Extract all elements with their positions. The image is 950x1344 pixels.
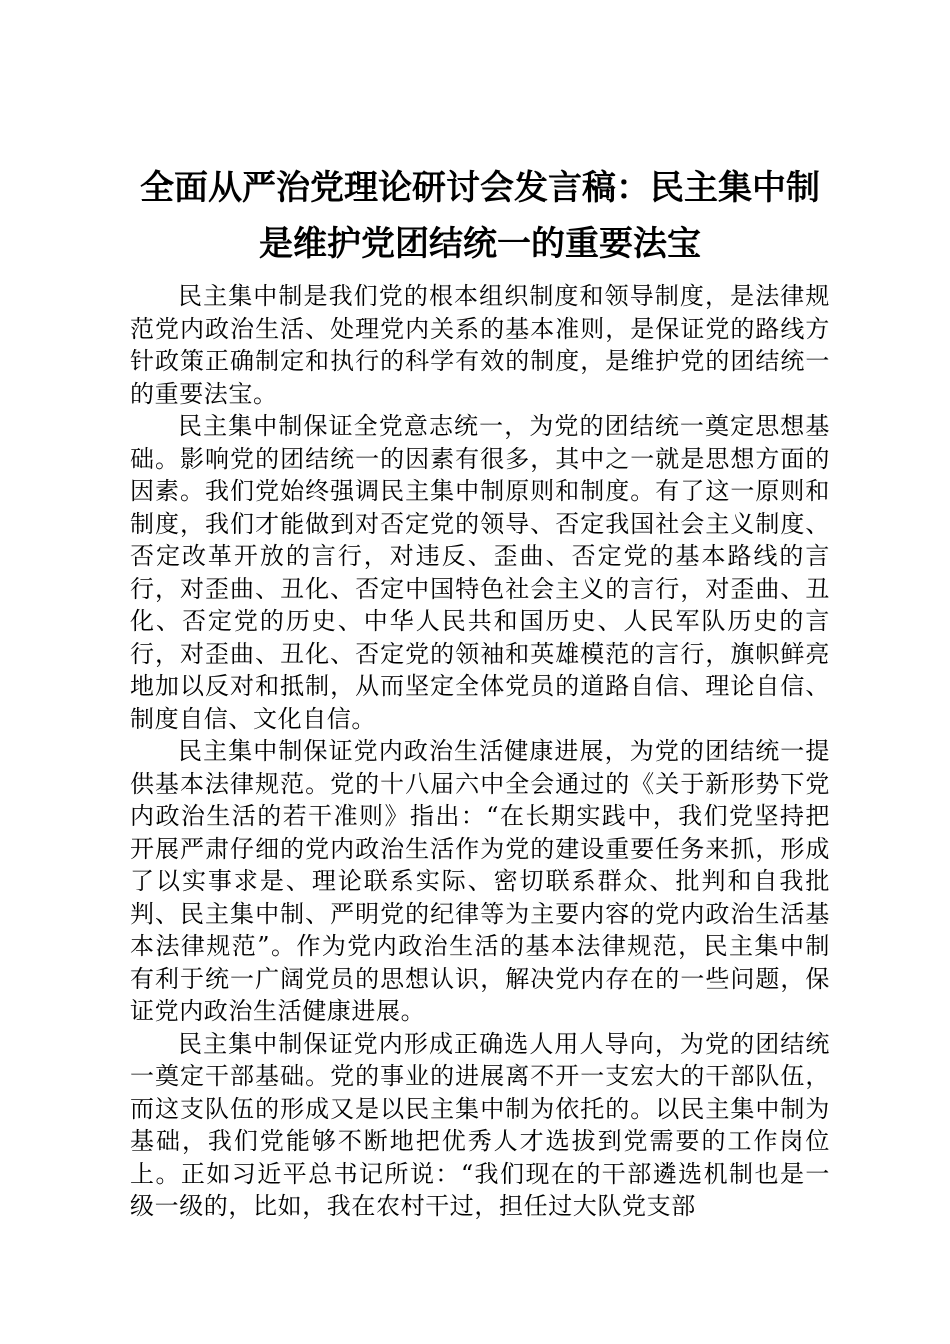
paragraph-3: 民主集中制保证党内政治生活健康进展，为党的团结统一提供基本法律规范。党的十八届六中全会通过的《关于新形势下党内政治生活的若干准则》指出：“在长期实践中，我们党坚持把开展严肃仔细的党内政治生活作为党的建设重要任务来抓，形成了以实事求是、理论联系实际、密切联系群众、批判和自我批判、民主集中制、严明党的纪律等为主要内容的党内政治生活基本法律规范”。作为党内政治生活的基本法律规范，民主集中制有利于统一广阔党员的思想认识，解决党内存在的一些问题，保证党内政治生活健康进展。 — [130, 737, 830, 1025]
title-line-1: 全面从严治党理论研讨会发言稿：民主集中制 — [140, 168, 820, 208]
title-line-2: 是维护党团结统一的重要法宝 — [259, 224, 701, 264]
document-title — [130, 160, 830, 272]
document-page — [130, 160, 830, 1223]
paragraph-4: 民主集中制保证党内形成正确选人用人导向，为党的团结统一奠定干部基础。党的事业的进展离不开一支宏大的干部队伍，而这支队伍的形成又是以民主集中制为依托的。以民主集中制为基础，我们党能够不断地把优秀人才选拔到党需要的工作岗位上。正如习近平总书记所说：“我们现在的干部遴选机制也是一级一级的，比如，我在农村干过，担任过大队党支部 — [130, 1029, 830, 1220]
document-body — [130, 280, 830, 1223]
paragraph-1: 民主集中制是我们党的根本组织制度和领导制度，是法律规范党内政治生活、处理党内关系的基本准则，是保证党的路线方针政策正确制定和执行的科学有效的制度，是维护党的团结统一的重要法宝。 — [130, 282, 830, 408]
paragraph-2: 民主集中制保证全党意志统一，为党的团结统一奠定思想基础。影响党的团结统一的因素有很多，其中之一就是思想方面的因素。我们党始终强调民主集中制原则和制度。有了这一原则和制度，我们才能做到对否定党的领导、否定我国社会主义制度、否定改革开放的言行，对违反、歪曲、否定党的基本路线的言行，对歪曲、丑化、否定中国特色社会主义的言行，对歪曲、丑化、否定党的历史、中华人民共和国历史、人民军队历史的言行，对歪曲、丑化、否定党的领袖和英雄模范的言行，旗帜鲜亮地加以反对和抵制，从而坚定全体党员的道路自信、理论自信、制度自信、文化自信。 — [130, 412, 830, 733]
